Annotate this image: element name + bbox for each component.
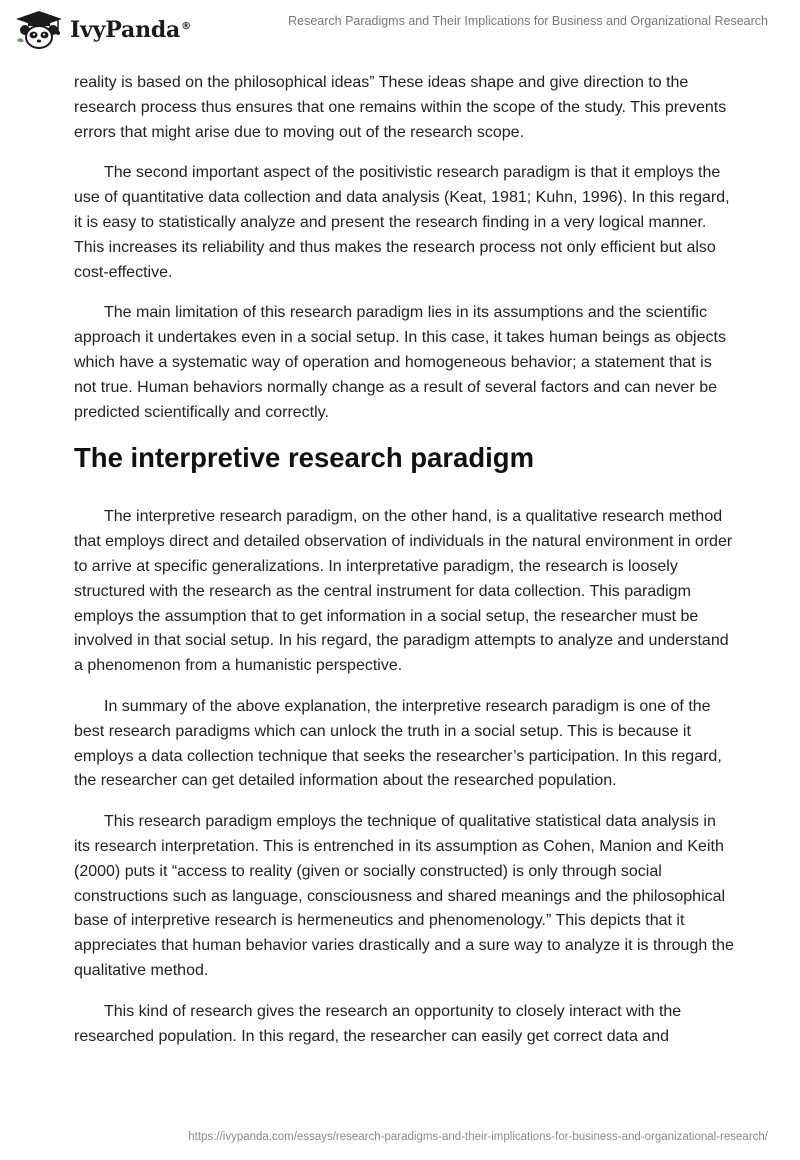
brand-name: IvyPanda® [70,17,191,43]
registered-mark: ® [181,20,191,32]
panda-graduate-icon [14,10,64,50]
brand-logo[interactable] [14,10,191,50]
paragraph: The main limitation of this research paradigm lies in its assumptions and the scientific approach it undertakes even in a social setup. In this case, it takes human beings as objects which have a systematic way of operation and homogeneous behavior; a statement that is not true. Human behaviors normally change as a result of several factors and can never be predicted scientifically and correctly. [74,304,726,421]
essay-body [74,71,734,1065]
source-url[interactable]: https://ivypanda.com/essays/research-paradigms-and-their-implications-for-business-and-organizational-research/ [188,1131,768,1143]
paragraph: This kind of research gives the research an opportunity to closely interact with the researched population. In this regard, the researcher can easily get correct data and [74,1002,682,1045]
paragraph: This research paradigm employs the technique of qualitative statistical data analysis in its research interpretation. This is entrenched in its assumption as Cohen, Manion and Keith (2000) puts it “access to reality (given or socially constructed) is only through social constructions such as language, consciousness and shared meanings and the philosophical base of interpretive research is hermeneutics and phenomenology.” This depicts that it appreciates that human behavior varies drastically and a sure way to analyze it is through the qualitative method. [74,813,734,979]
paragraph-continuation: reality is based on the philosophical ideas” These ideas shape and give direction to the research process thus ensures that one remains within the scope of the study. This prevents errors that might arise due to moving out of the research scope. [74,74,727,141]
paragraph: The interpretive research paradigm, on the other hand, is a qualitative research method that employs direct and detailed observation of individuals in the natural environment in order to arrive at specific generalizations. In interpretative paradigm, the research is loosely structured with the research as the central instrument for data collection. This paradigm employs the assumption that to get information in a social setup, the researcher must be involved in that social setup. In his regard, the paradigm attempts to analyze and understand a phenomenon from a humanistic perspective. [74,508,733,675]
document-title: Research Paradigms and Their Implications for Business and Organizational Research [288,14,768,28]
paragraph: In summary of the above explanation, the interpretive research paradigm is one of the best research paradigms which can unlock the truth in a social setup. This is because it employs a data collection technique that seeks the researcher’s participation. In this regard, the researcher can get detailed information about the researched population. [74,697,722,790]
page-header [0,0,800,60]
paragraph: The second important aspect of the positivistic research paradigm is that it employs the use of quantitative data collection and data analysis (Keat, 1981; Kuhn, 1996). In this regard, it is easy to statistically analyze and present the research finding in a very logical manner. This increases its reliability and thus makes the research process not only efficient but also cost-effective. [74,164,730,281]
section-heading: The interpretive research paradigm [74,442,535,474]
